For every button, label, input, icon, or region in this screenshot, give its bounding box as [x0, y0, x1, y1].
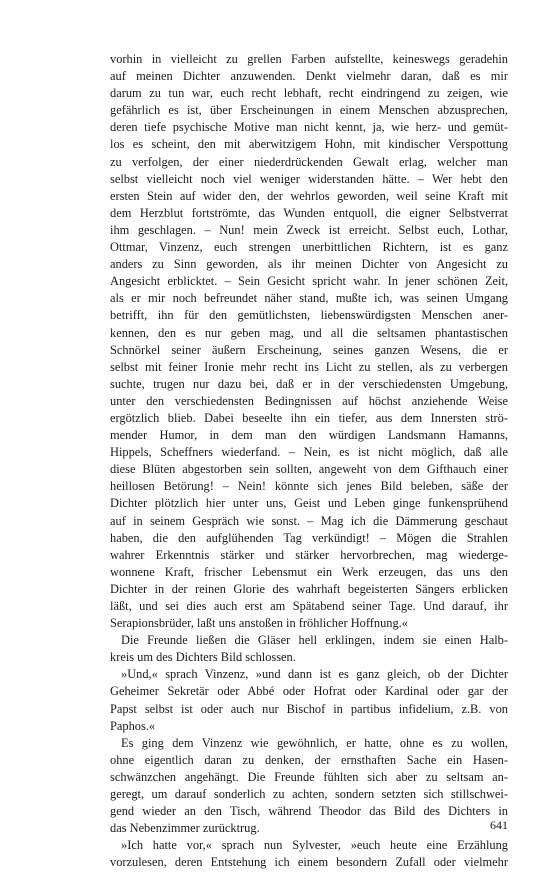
text-line: diese Blüten abgestorben sein sollten, angeweht von dem Gifthauch einer [110, 462, 508, 477]
text-line: wonnene Kraft, frischer Lebensmut ein Werk erzeugen, das uns den [110, 564, 508, 579]
text-line: selbst mit feiner Ironie mehr recht ins Licht zu stellen, als zu verbergen [110, 359, 508, 374]
text-line: deren tiefe psychische Motive man nicht kennt, ja, wie herz- und gemüt- [110, 120, 508, 135]
text-line: unter den verschiedensten Bedingnissen auf höchst anziehende Weise [110, 393, 508, 408]
paragraph [110, 735, 508, 838]
body-text [110, 51, 508, 872]
text-line: Angesicht erblicktet. – Sein Gesicht spricht wahr. In jener schönen Zeit, [110, 274, 508, 289]
text-line: »Ich hatte vor,« sprach nun Sylvester, »euch heute eine Erzählung [121, 838, 508, 853]
text-line: Die Freunde ließen die Gläser hell erklingen, indem sie einen Halb- [121, 633, 508, 648]
text-line: Ottmar, Vinzenz, euch strengen unerbittlichen Richtern, ist es ganz [110, 240, 508, 255]
text-line: zu verfolgen, der einer niederdrückenden Gewalt erlag, welcher man [110, 154, 508, 169]
text-line: dem Herzblut fortströmte, das Wunden entquoll, die eigner Selbstverrat [110, 205, 508, 220]
text-line: läßt, und sei dies auch erst am Spätabend seiner Tage. Und darauf, ihr [110, 599, 508, 613]
text-line: Paphos.« [110, 718, 156, 733]
text-line: Es ging dem Vinzenz wie gewöhnlich, er hatte, ohne es zu wollen, [121, 735, 508, 750]
text-line: schwänzchen angehängt. Die Freunde fühlten sich aber zu seltsam an- [110, 769, 508, 784]
text-line: Dichter in der reinen Glorie des wahrhaft begeisterten Sängers erblicken [110, 581, 508, 596]
text-line: als er mir noch befreundet näher stand, mußte ich, was seinen Umgang [110, 291, 508, 306]
text-line: ihm geschlagen. – Nun! mein Zweck ist erreicht. Selbst euch, Lothar, [110, 222, 508, 237]
text-line: auf meinen Dichter anzuwenden. Denkt vielmehr daran, daß es mir [110, 69, 508, 84]
paragraph [110, 632, 508, 666]
text-line: wahrer Erkenntnis stärker und stärker hervorbrechen, mag wiederge- [110, 547, 508, 562]
text-line: betrifft, ihn für den gemütlichsten, liebenswürdigsten Menschen aner- [110, 308, 508, 323]
text-line: Dichter plötzlich hier unter uns, Geist und Leben ginge funkensprühend [110, 496, 508, 511]
text-line: mender Humor, in dem man den würdigen Landsmann Hamanns, [110, 428, 508, 443]
text-line: »Und,« sprach Vinzenz, »und dann ist es ganz gleich, ob der Dichter [121, 667, 508, 682]
text-line: heillosen Betörung! – Nein! könnte sich jenes Bild beleben, säße der [110, 479, 508, 494]
text-line: das Nebenzimmer zurücktrug. [110, 821, 260, 836]
text-line: suchte, trugen nur dazu bei, daß er in der verschiedensten Umgebung, [110, 376, 508, 391]
text-line: Geheimer Sekretär oder Abbé oder Hofrat oder Kardinal oder gar der [110, 684, 508, 699]
page-number: 641 [490, 818, 508, 832]
text-line: selbst vielleicht noch viel weniger widerstanden hätte. – Wer hebt den [110, 171, 508, 186]
text-line: auf in seinem Gespräch wie sonst. – Mag ich die Dämmerung geschaut [110, 513, 508, 528]
text-line: kreis um des Dichters Bild schlossen. [110, 650, 296, 665]
text-line: kennen, den es nur geben mag, und all die seltsamen phantastischen [110, 325, 508, 340]
text-line: haben, die den aufglühenden Tag verkündigt! – Mögen die Strahlen [110, 530, 508, 545]
paragraph [110, 666, 508, 734]
text-line: vorhin in vielleicht zu grellen Farben aufstellte, keineswegs geradehin [110, 52, 508, 66]
text-line: ergötzlich blieb. Dabei beseelte ihn ein tiefer, aus dem Innersten strö- [110, 410, 508, 425]
text-line: Serapionsbrüder, laßt uns anstoßen in fröhlicher Hoffnung.« [110, 616, 408, 631]
text-line: ersten Stein auf wider den, der wehrlos geworden, weil seine Kraft mit [110, 188, 508, 203]
paragraph [110, 837, 508, 871]
text-line: Schnörkel seiner äußern Erscheinung, seines ganzen Wesens, die er [110, 342, 508, 357]
text-line: Hippels, Scheffners wiederfand. – Nein, es ist nicht möglich, daß alle [110, 445, 508, 460]
text-line: gend wieder an den Tisch, während Theodor das Bild des Dichters in [110, 804, 508, 819]
text-line: darum zu tun war, euch recht lebhaft, recht eindringend zu zeigen, wie [110, 86, 508, 101]
text-line: los es scheint, den mit aberwitzigem Hohn, mit kindischer Verspottung [110, 137, 508, 152]
text-line: gefährlich es ist, über Erscheinungen in einem Menschen abzusprechen, [110, 103, 508, 118]
text-line: Papst selbst ist oder auch nur Bischof in partibus infidelium, z.B. von [110, 701, 508, 716]
text-line: ohne eigentlich daran zu denken, der ernsthaften Sache ein Hasen- [110, 752, 508, 767]
text-line: anders zu Sinn geworden, als ihr meinen Dichter von Angesicht zu [110, 257, 508, 272]
text-line: vorzulesen, deren Entstehung ich einem besondern Zufall oder vielmehr [110, 855, 508, 870]
text-line: geregt, um darauf sonderlich zu achten, sondern setzten sich stillschwei- [110, 787, 508, 802]
paragraph [110, 51, 508, 632]
